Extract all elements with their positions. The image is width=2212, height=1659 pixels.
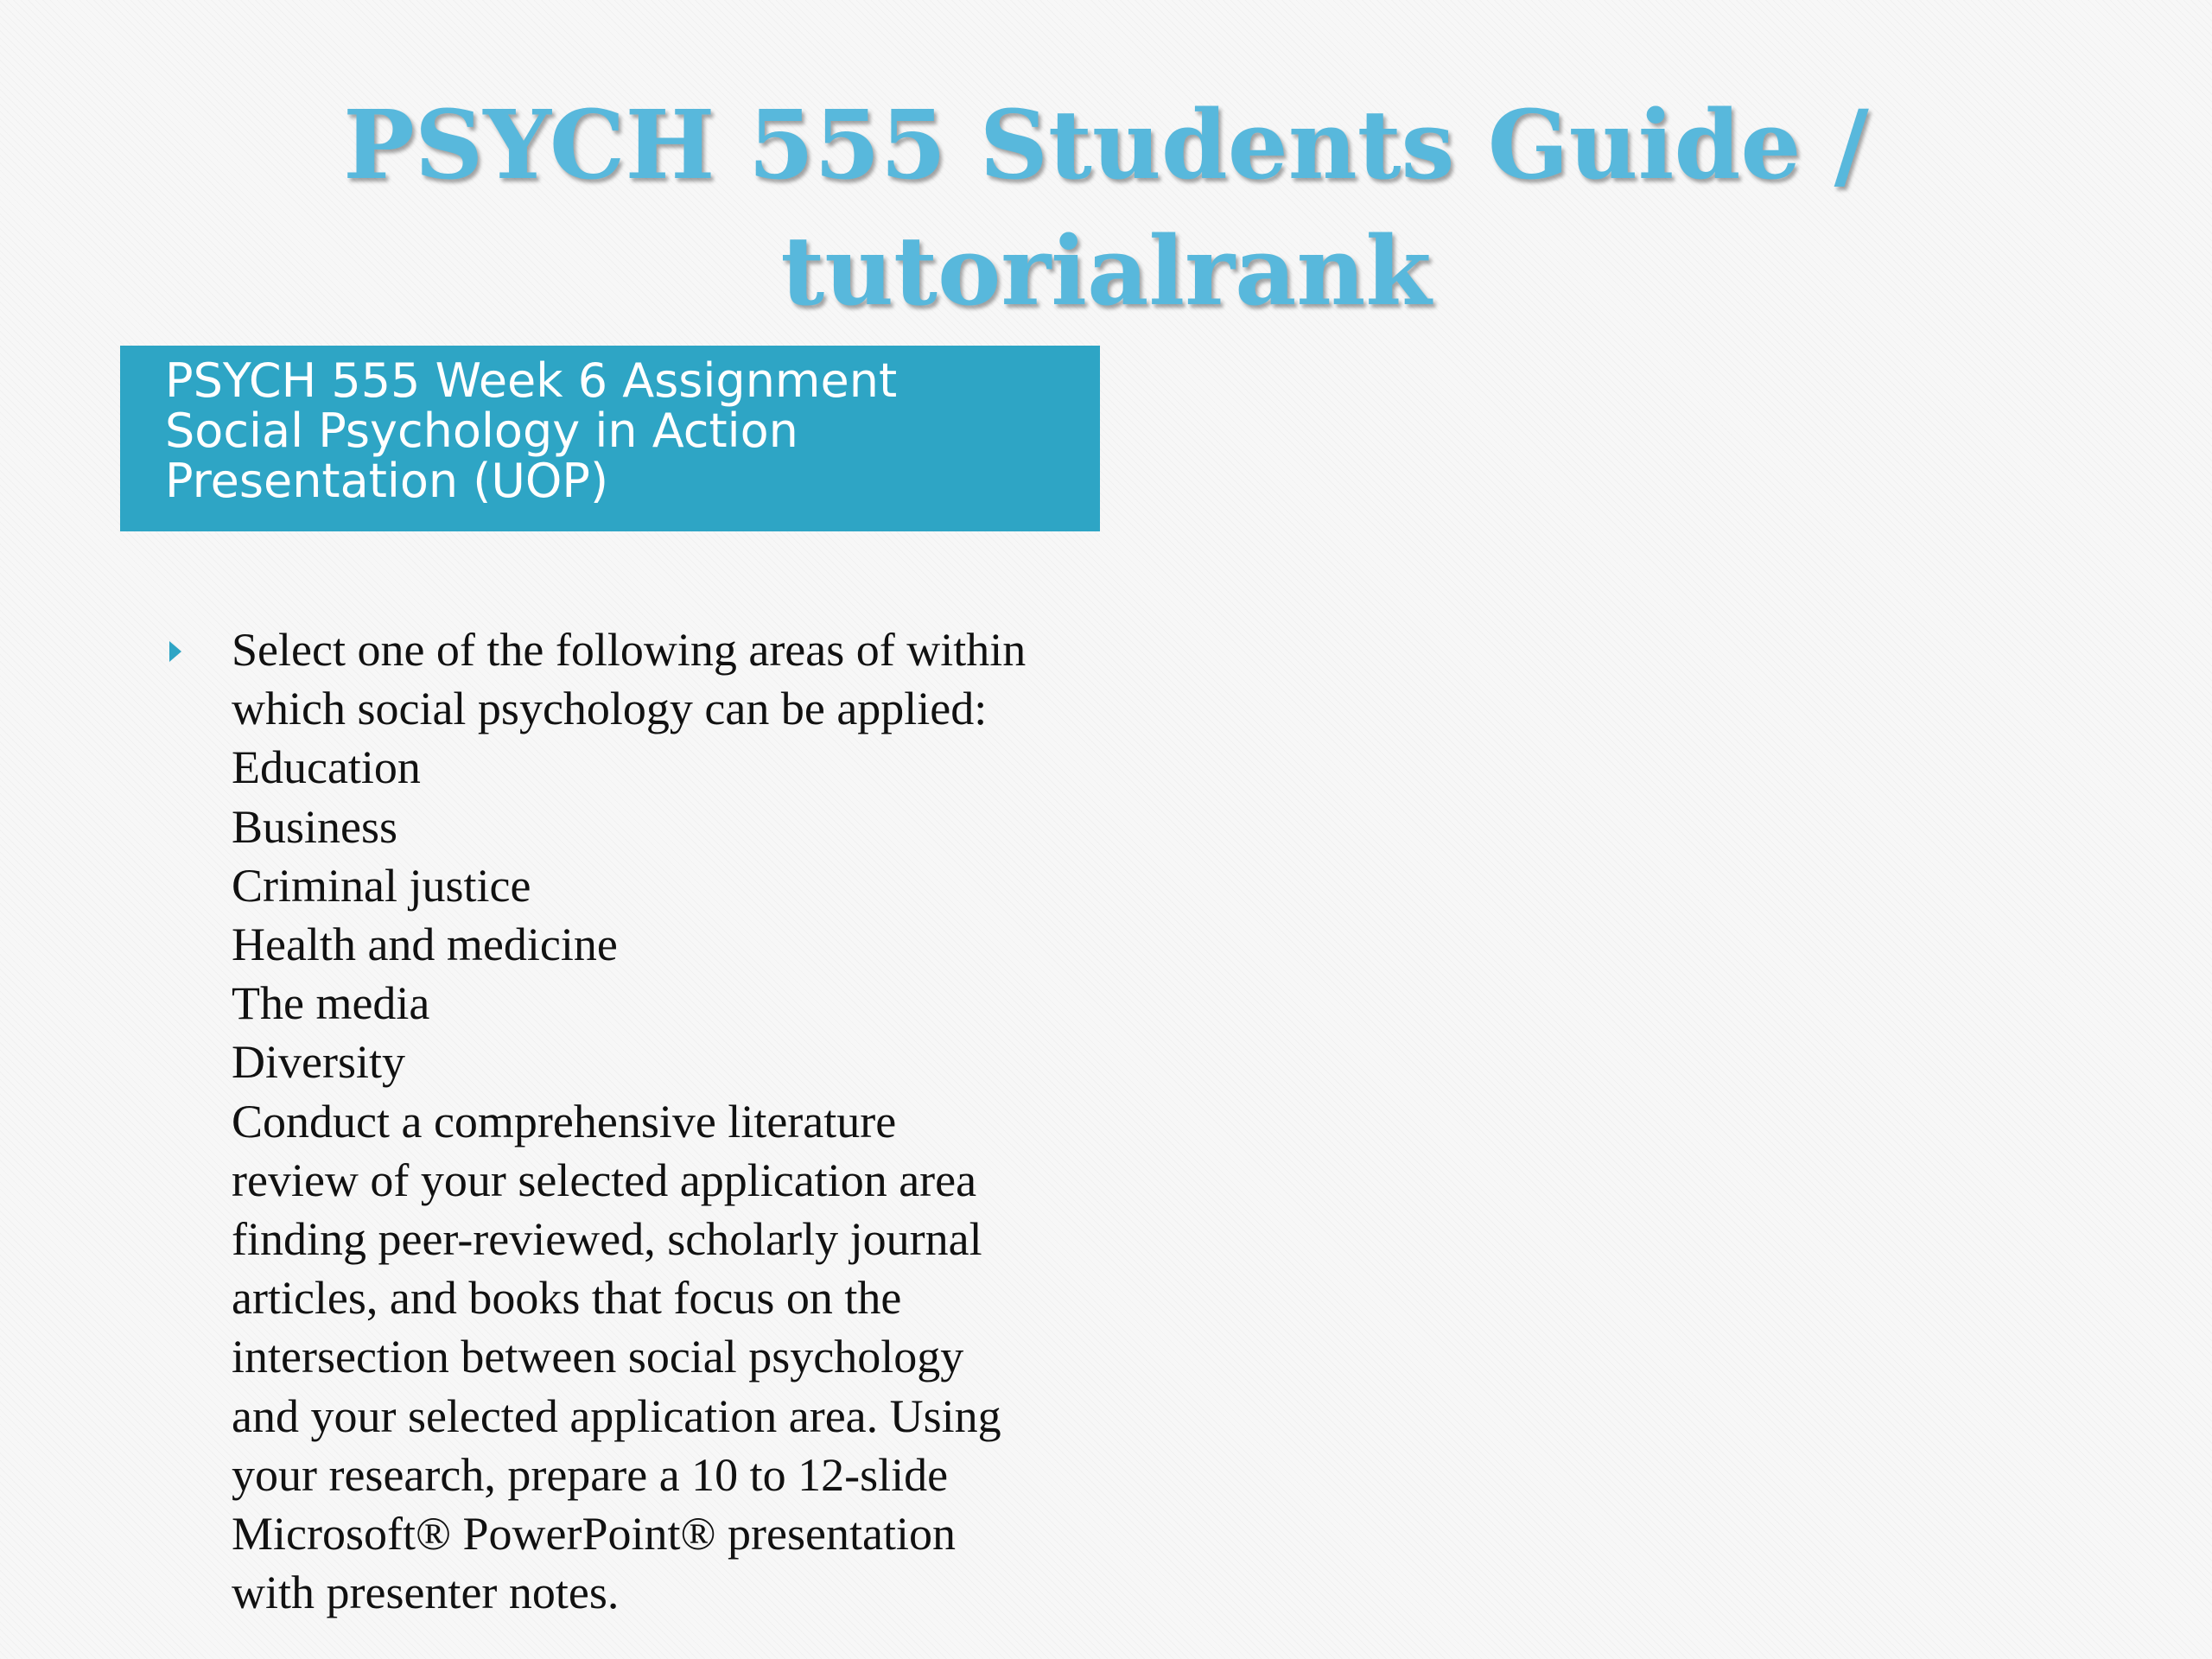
body-line: Criminal justice [232,859,531,912]
body-line: review of your selected application area [232,1154,977,1206]
subtitle-banner [120,346,1100,531]
slide-title-line-1: PSYCH 555 Students Guide / [343,89,1869,200]
body-line: Conduct a comprehensive literature [232,1095,897,1147]
body-line: The media [232,977,430,1030]
triangle-right-icon [169,641,181,662]
body-line: Diversity [232,1036,405,1089]
body-line: Microsoft® PowerPoint® presentation [232,1508,956,1560]
bullet-content [232,620,1147,1622]
body-line: Education [232,741,421,794]
subtitle-line-1: PSYCH 555 Week 6 Assignment [165,353,898,408]
slide-title-line-2: tutorialrank [780,215,1432,327]
body-line: intersection between social psychology [232,1331,964,1383]
subtitle-line-3: Presentation (UOP) [165,454,609,508]
slide-title [311,82,1901,334]
body-line: your research, prepare a 10 to 12-slide [232,1448,949,1501]
body-line: and your selected application area. Using [232,1389,1001,1442]
subtitle-line-2: Social Psychology in Action [165,404,798,458]
body-line: which social psychology can be applied: [232,683,988,735]
body-line: Health and medicine [232,918,618,971]
body-line: Select one of the following areas of within [232,624,1027,676]
subtitle-text [165,353,1081,508]
body-line: Business [232,800,398,853]
body-line: finding peer-reviewed, scholarly journal [232,1213,982,1266]
body-line: articles, and books that focus on the [232,1272,902,1325]
body-line: with presenter notes. [232,1567,620,1619]
